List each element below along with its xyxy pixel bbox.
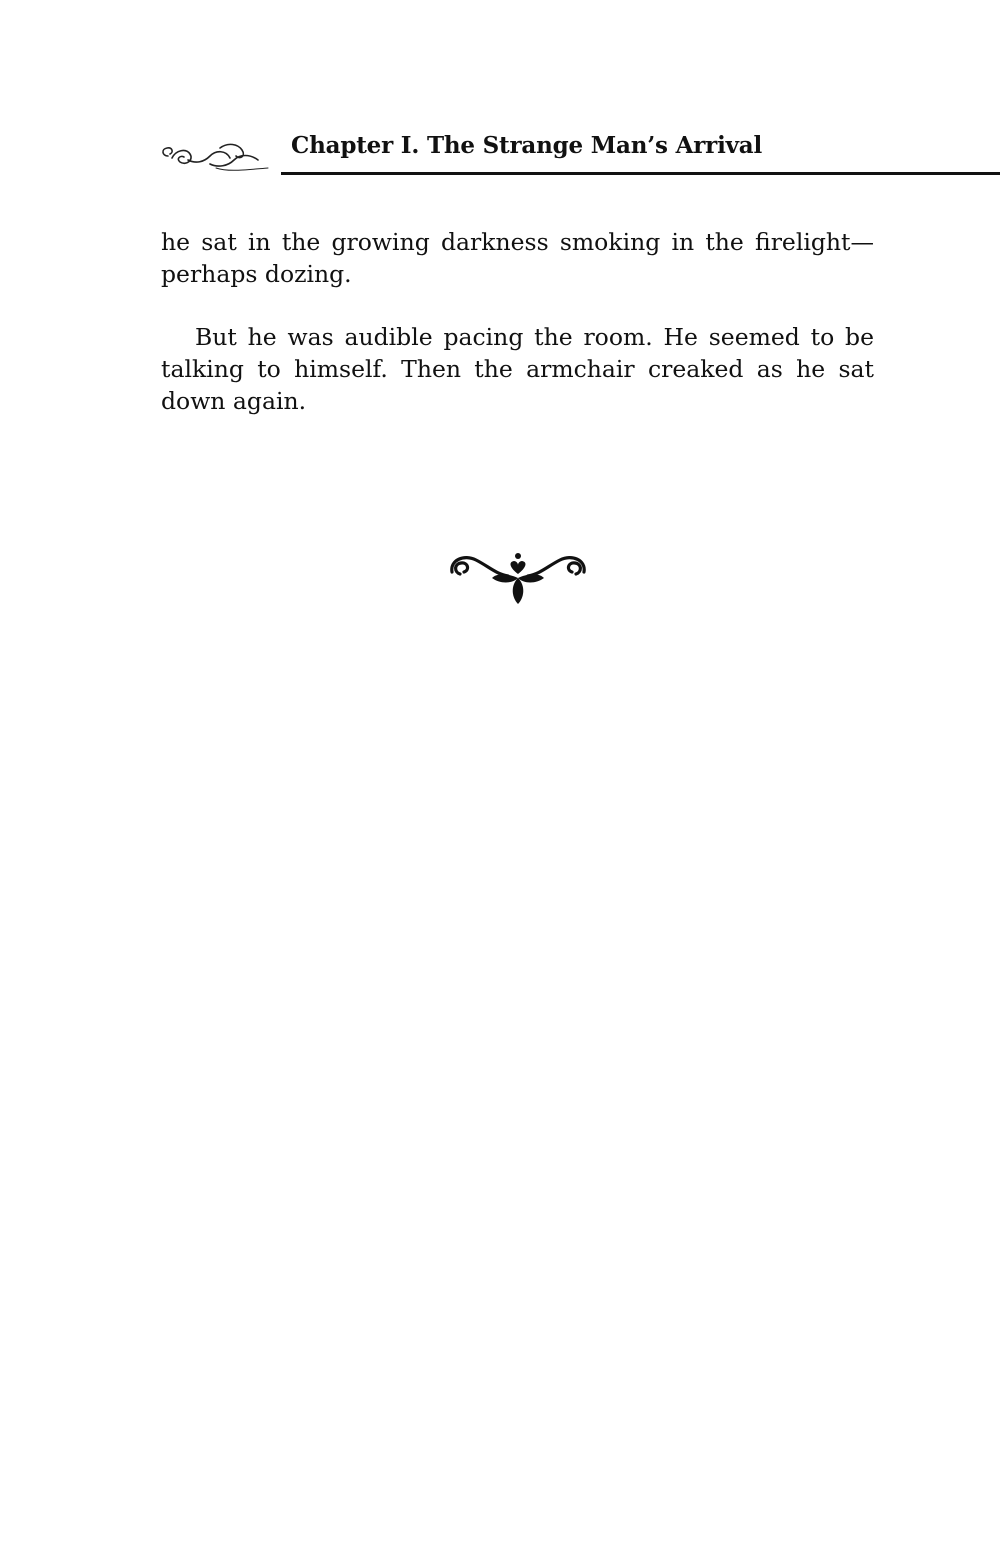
header-rule [281,172,1000,175]
chapter-title: Chapter I. The Strange Man’s Arrival [291,132,763,159]
flourish-icon [158,138,270,178]
fleuron-icon [444,548,592,606]
page-body [161,226,874,448]
paragraph-2: But he was audible pacing the room. He seemed to be talking to himself. Then the armchair creaked as he sat down again. [161,323,874,415]
paragraph-1: he sat in the growing darkness smoking in the firelight—perhaps dozing. [161,228,874,288]
running-header [0,128,1000,180]
